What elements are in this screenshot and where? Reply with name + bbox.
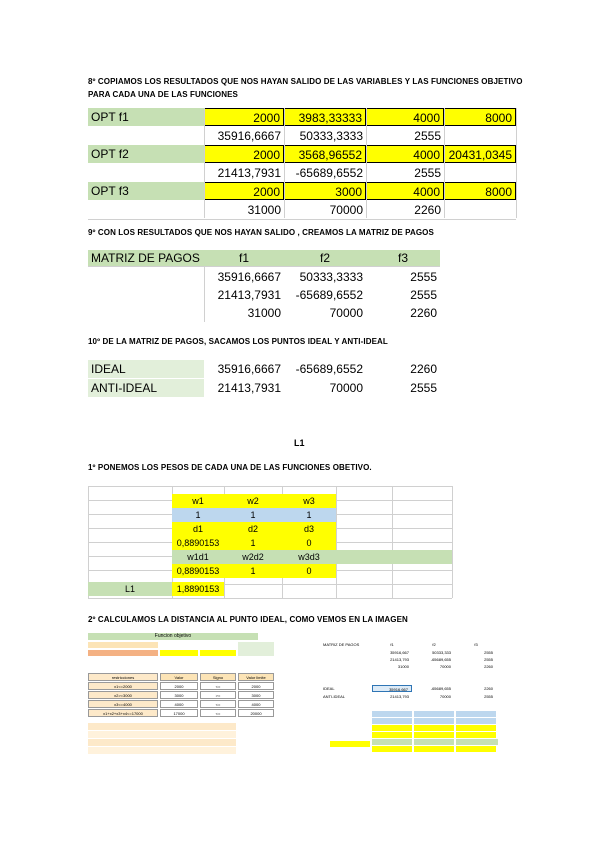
thumb-left-cell: 17000 <box>160 709 198 717</box>
spreadsheet-screenshot <box>88 633 498 761</box>
distance-header: d3 <box>282 522 336 536</box>
heading-step-10: 10º DE LA MATRIZ DE PAGOS, SACAMOS LOS PUNTOS IDEAL Y ANTI-IDEAL <box>88 337 388 346</box>
distance-value: 0,8890153 <box>172 536 224 550</box>
ideal-table <box>88 360 440 400</box>
payoff-title: MATRIZ DE PAGOS <box>88 250 204 266</box>
thumb-bar <box>88 723 236 730</box>
thumb-right-title: MATRIZ DE PAGOS <box>323 642 360 647</box>
gridline <box>392 486 393 598</box>
weight-header: w2 <box>224 494 282 508</box>
opt-var-value: 4000 <box>366 182 444 200</box>
opt-label: OPT f2 <box>88 145 204 163</box>
opt-obj-value: 31000 <box>247 203 281 217</box>
thumb-weight-cell <box>456 725 496 731</box>
thumb-bar <box>88 642 158 648</box>
weight-value: 1 <box>282 508 336 522</box>
opt-var-value: 2000 <box>204 108 284 126</box>
ideal-value: 2555 <box>410 381 437 395</box>
thumb-right-value: -65689,655 <box>430 657 451 662</box>
gridline <box>204 266 205 322</box>
thumb-weight-cell <box>414 725 454 731</box>
payoff-value: 2555 <box>410 270 437 284</box>
opt-var-value: 8000 <box>444 182 516 200</box>
thumb-ideal-cell: IDEAL <box>323 686 335 691</box>
thumb-bar <box>88 739 236 746</box>
heading-step-8-cont: PARA CADA UNA DE LAS FUNCIONES <box>88 90 238 99</box>
ideal-label: IDEAL <box>88 360 204 378</box>
opt-var-value: 20431,0345 <box>444 145 516 163</box>
payoff-header: f3 <box>366 250 440 266</box>
weighted-distance-header: w1d1 <box>172 550 224 564</box>
gridline <box>88 219 516 220</box>
thumb-weight-cell <box>414 718 454 724</box>
payoff-header: f1 <box>204 250 284 266</box>
thumb-anti-cell: ANTI-IDEAL <box>323 694 346 699</box>
thumb-weight-cell <box>414 746 454 752</box>
thumb-bar <box>238 642 274 656</box>
weight-value: 1 <box>172 508 224 522</box>
opt-table <box>88 108 516 218</box>
gridline <box>204 108 205 218</box>
weighted-distance-value: 0,8890153 <box>172 564 224 578</box>
distance-header: d2 <box>224 522 282 536</box>
gridline <box>88 598 452 599</box>
payoff-header: f2 <box>284 250 366 266</box>
ideal-value: 70000 <box>329 381 363 395</box>
opt-obj-value: 35916,6667 <box>217 129 281 143</box>
weight-header: w3 <box>282 494 336 508</box>
thumb-right-value: 2260 <box>484 664 493 669</box>
thumb-left-cell: 2000 <box>160 682 198 690</box>
distance-header: d1 <box>172 522 224 536</box>
heading-l1-step-1: 1º PONEMOS LOS PESOS DE CADA UNA DE LAS FUNCIONES OBETIVO. <box>88 463 372 472</box>
thumb-left-cell: restricciones <box>88 673 158 681</box>
gridline <box>88 486 452 487</box>
thumb-weight-cell <box>372 739 412 745</box>
payoff-value: 31000 <box>247 306 281 320</box>
l1-label: L1 <box>88 582 172 596</box>
thumb-right-value: 70000 <box>439 664 451 669</box>
distance-value: 0 <box>282 536 336 550</box>
thumb-left-cell: Valor limite <box>238 673 274 681</box>
thumb-anti-cell: 2555 <box>484 694 493 699</box>
opt-obj-value: 2555 <box>414 129 441 143</box>
thumb-left-cell: x2>=3000 <box>88 691 158 699</box>
gridline <box>452 486 453 598</box>
thumb-right-value: 35916,667 <box>390 650 409 655</box>
weighted-distance-value: 0 <box>282 564 336 578</box>
opt-var-value: 4000 <box>366 145 444 163</box>
opt-label: OPT f1 <box>88 108 204 126</box>
thumb-left-cell: 20000 <box>238 709 274 717</box>
thumb-bar <box>88 731 236 738</box>
thumb-bar <box>200 650 236 656</box>
thumb-weight-cell <box>372 732 412 738</box>
thumb-right-header: f1 <box>390 642 394 647</box>
ideal-value: 21413,7931 <box>217 381 281 395</box>
thumb-right-value: 2555 <box>484 650 493 655</box>
thumb-left-title: Funcion objetivo <box>88 633 258 640</box>
thumb-weight-cell <box>372 746 412 752</box>
heading-step-9: 9º CON LOS RESULTADOS QUE NOS HAYAN SALIDO , CREAMOS LA MATRIZ DE PAGOS <box>88 228 434 237</box>
thumb-formula-cell <box>330 741 370 747</box>
ideal-label: ANTI-IDEAL <box>88 379 204 397</box>
thumb-weight-cell <box>372 725 412 731</box>
opt-obj-value: -65689,6552 <box>295 166 363 180</box>
thumb-right-header: f3 <box>474 642 478 647</box>
thumb-weight-cell <box>414 732 454 738</box>
weight-value: 1 <box>224 508 282 522</box>
thumb-weight-cell <box>456 746 496 752</box>
payoff-matrix <box>88 250 440 322</box>
opt-var-value: 2000 <box>204 145 284 163</box>
opt-var-value: 2000 <box>204 182 284 200</box>
opt-var-value: 3983,33333 <box>284 108 366 126</box>
l1-title: L1 <box>294 438 305 448</box>
payoff-value: 70000 <box>329 306 363 320</box>
ideal-value: 35916,6667 <box>217 362 281 376</box>
thumb-left-cell: Valor <box>160 673 198 681</box>
thumb-left-cell: Signo <box>200 673 236 681</box>
thumb-left-cell: 2000 <box>238 682 274 690</box>
gridline <box>516 108 517 218</box>
gridline <box>366 108 367 218</box>
gridline <box>444 108 445 218</box>
opt-var-value: 3000 <box>284 182 366 200</box>
thumb-weight-cell <box>414 739 454 745</box>
heading-step-8: 8º COPIAMOS LOS RESULTADOS QUE NOS HAYAN SALIDO DE LAS VARIABLES Y LAS FUNCIONES OBJETIVO <box>88 77 523 86</box>
weighted-distance-band <box>336 550 452 564</box>
thumb-weight-cell <box>456 732 496 738</box>
weighted-distance-value: 1 <box>224 564 282 578</box>
opt-obj-value: 2555 <box>414 166 441 180</box>
l1-value: 1,8890153 <box>172 582 224 596</box>
thumb-weight-cell <box>372 718 412 724</box>
heading-l1-step-2: 2º CALCULAMOS LA DISTANCIA AL PUNTO IDEAL, COMO VEMOS EN LA IMAGEN <box>88 615 408 624</box>
gridline <box>88 266 440 267</box>
thumb-left-cell: x3<=4000 <box>88 700 158 708</box>
weights-table <box>88 486 452 598</box>
thumb-left-panel <box>88 633 296 761</box>
thumb-right-value: 2555 <box>484 657 493 662</box>
opt-obj-value: 2260 <box>414 203 441 217</box>
thumb-left-cell: 3000 <box>238 691 274 699</box>
gridline <box>284 108 285 218</box>
thumb-left-cell: <= <box>200 682 236 690</box>
thumb-bar <box>88 650 158 656</box>
ideal-value: 2260 <box>410 362 437 376</box>
thumb-ideal-cell: -65689,655 <box>430 686 451 691</box>
thumb-right-value: 21413,793 <box>390 657 409 662</box>
thumb-band <box>456 739 498 745</box>
payoff-value: 50333,3333 <box>299 270 363 284</box>
payoff-value: 21413,7931 <box>217 288 281 302</box>
distance-value: 1 <box>224 536 282 550</box>
thumb-left-cell: x1+x2+x3+x4<=17000 <box>88 709 158 717</box>
payoff-value: 2260 <box>410 306 437 320</box>
weight-header: w1 <box>172 494 224 508</box>
thumb-anti-cell: 70000 <box>439 694 451 699</box>
weighted-distance-header: w3d3 <box>282 550 336 564</box>
thumb-right-value: 50333,333 <box>432 650 451 655</box>
opt-var-value: 4000 <box>366 108 444 126</box>
opt-obj-value: 21413,7931 <box>217 166 281 180</box>
thumb-left-cell: 4000 <box>238 700 274 708</box>
thumb-weight-cell <box>372 711 412 717</box>
thumb-right-panel <box>320 641 498 761</box>
thumb-weight-cell <box>456 718 496 724</box>
thumb-weight-cell <box>456 711 496 717</box>
ideal-value: -65689,6552 <box>295 362 363 376</box>
thumb-left-cell: >= <box>200 691 236 699</box>
opt-var-value: 3568,96552 <box>284 145 366 163</box>
opt-var-value: 8000 <box>444 108 516 126</box>
payoff-value: -65689,6552 <box>295 288 363 302</box>
weighted-distance-header: w2d2 <box>224 550 282 564</box>
payoff-value: 2555 <box>410 288 437 302</box>
thumb-left-cell: <= <box>200 709 236 717</box>
thumb-bar <box>160 650 198 656</box>
thumb-weight-cell <box>414 711 454 717</box>
thumb-right-header: f2 <box>432 642 436 647</box>
thumb-anti-cell: 21413,793 <box>390 694 409 699</box>
payoff-value: 35916,6667 <box>217 270 281 284</box>
opt-label: OPT f3 <box>88 182 204 200</box>
thumb-ideal-cell: 35916,667 <box>372 685 412 692</box>
thumb-left-cell: <= <box>200 700 236 708</box>
opt-obj-value: 50333,3333 <box>299 129 363 143</box>
thumb-bar <box>88 747 236 754</box>
thumb-right-value: 31000 <box>397 664 409 669</box>
thumb-left-cell: 4000 <box>160 700 198 708</box>
thumb-ideal-cell: 2260 <box>484 686 493 691</box>
thumb-left-cell: x1<=2000 <box>88 682 158 690</box>
thumb-left-cell: 3000 <box>160 691 198 699</box>
opt-obj-value: 70000 <box>329 203 363 217</box>
gridline <box>336 486 337 598</box>
